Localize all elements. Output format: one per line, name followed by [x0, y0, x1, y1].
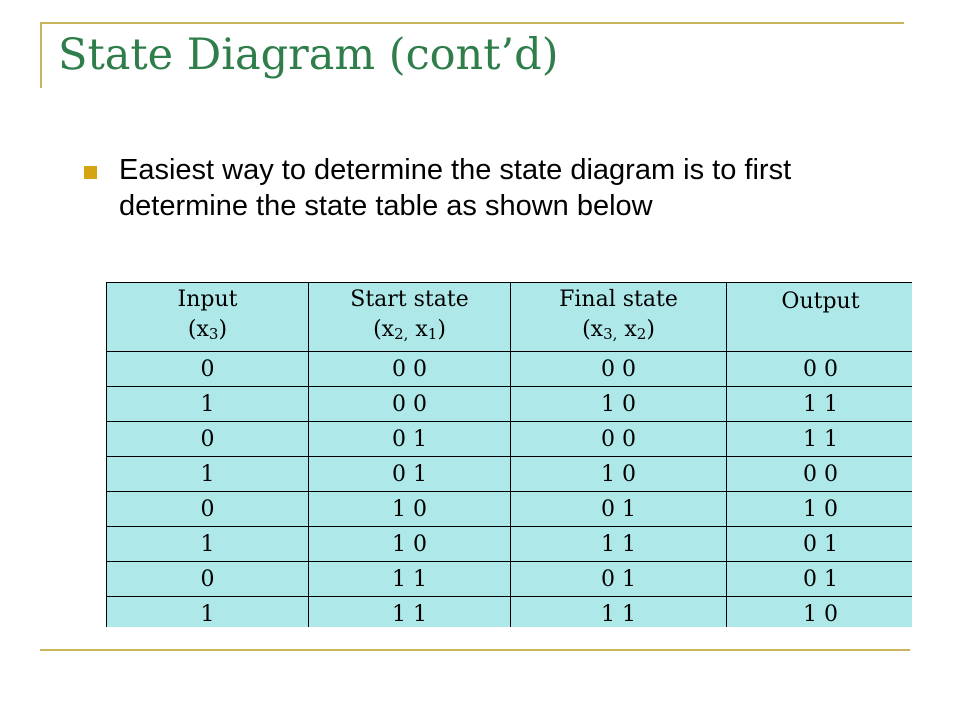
header-variables: ($x_{3,}$ $x_2$) — [582, 317, 655, 343]
cell-start-state: 0 0 — [309, 352, 511, 387]
cell-start-state: 1 0 — [309, 492, 511, 527]
header-variables — [727, 317, 912, 347]
cell-output: 0 1 — [727, 527, 913, 562]
bullet-text: Easiest way to determine the state diagram is to first determine the state table as shown below — [119, 154, 792, 222]
top-rule — [40, 22, 904, 24]
header-label: Output — [781, 289, 860, 314]
cell-final-state: 1 0 — [511, 387, 727, 422]
table-row — [107, 387, 913, 422]
cell-start-state: 0 0 — [309, 387, 511, 422]
table-row — [107, 492, 913, 527]
state-table-container — [106, 282, 912, 627]
cell-output: 1 1 — [727, 387, 913, 422]
header-output — [727, 283, 913, 352]
cell-input: 1 — [107, 457, 309, 492]
table-row — [107, 457, 913, 492]
table-header-row — [107, 283, 913, 352]
cell-final-state: 0 0 — [511, 422, 727, 457]
cell-start-state: 0 1 — [309, 457, 511, 492]
cell-output: 1 0 — [727, 597, 913, 628]
cell-input: 0 — [107, 562, 309, 597]
cell-output: 1 1 — [727, 422, 913, 457]
table-row — [107, 562, 913, 597]
cell-output: 0 0 — [727, 352, 913, 387]
header-label: Final state — [559, 287, 678, 312]
bullet-item — [84, 152, 884, 224]
header-label: Start state — [350, 287, 469, 312]
header-input — [107, 283, 309, 352]
header-start-state — [309, 283, 511, 352]
cell-output: 1 0 — [727, 492, 913, 527]
cell-input: 0 — [107, 422, 309, 457]
cell-final-state: 0 1 — [511, 562, 727, 597]
table-row — [107, 422, 913, 457]
cell-final-state: 1 1 — [511, 597, 727, 628]
cell-input: 1 — [107, 527, 309, 562]
header-variables: ($x_{2,}$ $x_1$) — [373, 317, 446, 343]
cell-input: 1 — [107, 387, 309, 422]
cell-output: 0 0 — [727, 457, 913, 492]
cell-start-state: 1 1 — [309, 597, 511, 628]
cell-final-state: 1 1 — [511, 527, 727, 562]
cell-start-state: 1 0 — [309, 527, 511, 562]
cell-output: 0 1 — [727, 562, 913, 597]
header-final-state — [511, 283, 727, 352]
cell-input: 0 — [107, 492, 309, 527]
table-row — [107, 597, 913, 628]
square-bullet-icon — [84, 166, 97, 179]
cell-final-state: 0 1 — [511, 492, 727, 527]
cell-final-state: 0 0 — [511, 352, 727, 387]
header-variables: $(x_3)$ — [187, 317, 228, 343]
cell-start-state: 1 1 — [309, 562, 511, 597]
cell-start-state: 0 1 — [309, 422, 511, 457]
left-rule — [40, 22, 42, 88]
bottom-rule — [40, 649, 910, 651]
slide-title: State Diagram (cont’d) — [58, 30, 559, 80]
cell-input: 1 — [107, 597, 309, 628]
cell-input: 0 — [107, 352, 309, 387]
header-label: Input — [177, 287, 238, 312]
table-row — [107, 527, 913, 562]
cell-final-state: 1 0 — [511, 457, 727, 492]
table-row — [107, 352, 913, 387]
state-table — [106, 282, 912, 627]
